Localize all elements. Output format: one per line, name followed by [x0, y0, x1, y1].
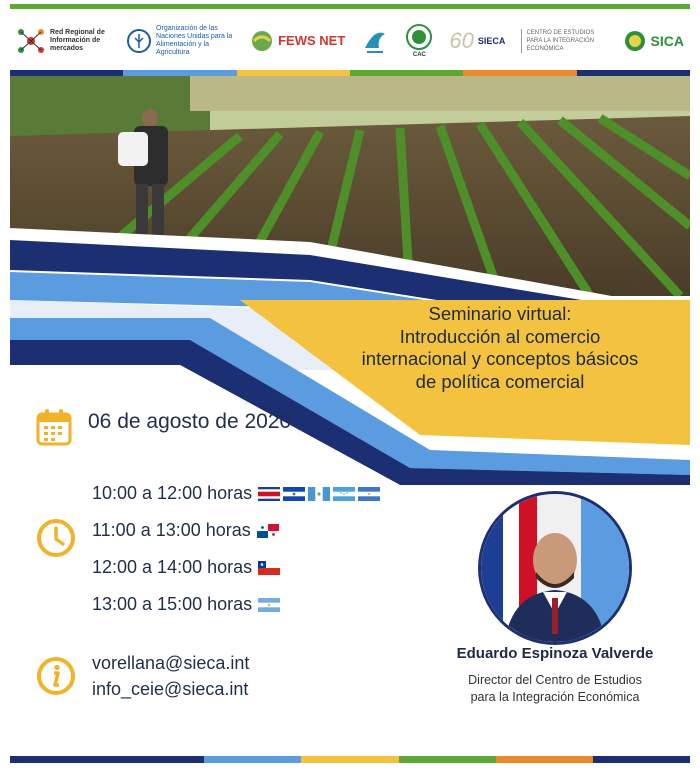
- schedule-time: 13:00 a 15:00 horas: [92, 594, 253, 614]
- title-line-4: de política comercial: [415, 370, 585, 392]
- panama-flag-icon: [257, 524, 279, 538]
- argentina-flag-icon: [258, 598, 280, 612]
- cac-text: CAC: [412, 52, 426, 58]
- sieca-logo: [449, 28, 506, 53]
- consejo-logo: [361, 26, 389, 56]
- sica-text: SICA: [650, 33, 684, 49]
- seminar-title: [330, 303, 670, 393]
- network-icon: [16, 26, 46, 56]
- speaker-name: Eduardo Espinoza Valverde: [456, 645, 654, 662]
- contact-email-2[interactable]: info_ceie@sieca.int: [92, 679, 249, 699]
- costa-rica-flag-icon: [258, 487, 280, 501]
- speaker-role: [440, 672, 670, 706]
- schedule-row-2: [92, 520, 279, 541]
- ceie-text: CENTRO DE ESTUDIOS PARA LA INTEGRACIÓN ECONÓMICA: [521, 29, 606, 53]
- schedule-row-3: [92, 557, 280, 578]
- red-regional-logo: [16, 26, 110, 56]
- contact-email-1[interactable]: vorellana@sieca.int: [92, 653, 250, 673]
- sica-logo: [623, 29, 684, 53]
- sixty-years-mark: 60: [449, 28, 474, 53]
- cac-logo: [405, 23, 433, 59]
- schedule-row-4: [92, 594, 280, 615]
- logo-bar: [10, 12, 690, 70]
- cac-emblem-icon: [405, 23, 433, 51]
- title-line-3: internacional y conceptos básicos: [361, 348, 639, 369]
- bird-emblem-icon: [361, 26, 389, 56]
- honduras-flag-icon: [333, 487, 355, 501]
- speaker-role-line-1: Director del Centro de Estudios: [468, 673, 642, 687]
- speaker-role-line-2: para la Integración Económica: [470, 690, 640, 704]
- el-salvador-flag-icon: [283, 487, 305, 501]
- title-line-1: Seminario virtual:: [428, 303, 572, 324]
- fews-net-logo: [250, 29, 345, 53]
- fao-icon: [126, 28, 152, 54]
- clock-icon: [36, 518, 76, 558]
- sica-emblem-icon: [623, 29, 647, 53]
- top-color-stripe: [10, 4, 690, 9]
- calendar-icon: [36, 408, 72, 446]
- fao-text: Organización de las Naciones Unidas para la Alimentación y la Agricultura: [156, 25, 233, 56]
- schedule-row-1: [92, 483, 380, 504]
- event-date: 06 de agosto de 2020: [88, 410, 292, 433]
- guatemala-flag-icon: [308, 487, 330, 501]
- chile-flag-icon: [258, 561, 280, 575]
- schedule-time: 10:00 a 12:00 horas: [92, 483, 253, 503]
- color-bar-bottom: [10, 756, 690, 763]
- info-icon: [36, 656, 76, 696]
- red-regional-text: Red Regional de Información de mercados: [50, 29, 105, 52]
- sieca-text: SIECA: [477, 36, 506, 46]
- ceie-logo: [521, 29, 606, 53]
- globe-icon: [250, 29, 274, 53]
- title-line-2: Introducción al comercio: [399, 325, 601, 347]
- speaker-photo: [478, 491, 632, 645]
- nicaragua-flag-icon: [358, 487, 380, 501]
- schedule-time: 12:00 a 14:00 horas: [92, 557, 253, 577]
- schedule-time: 11:00 a 13:00 horas: [92, 520, 251, 540]
- fews-net-text: FEWS NET: [278, 33, 346, 48]
- fao-logo: [126, 25, 234, 57]
